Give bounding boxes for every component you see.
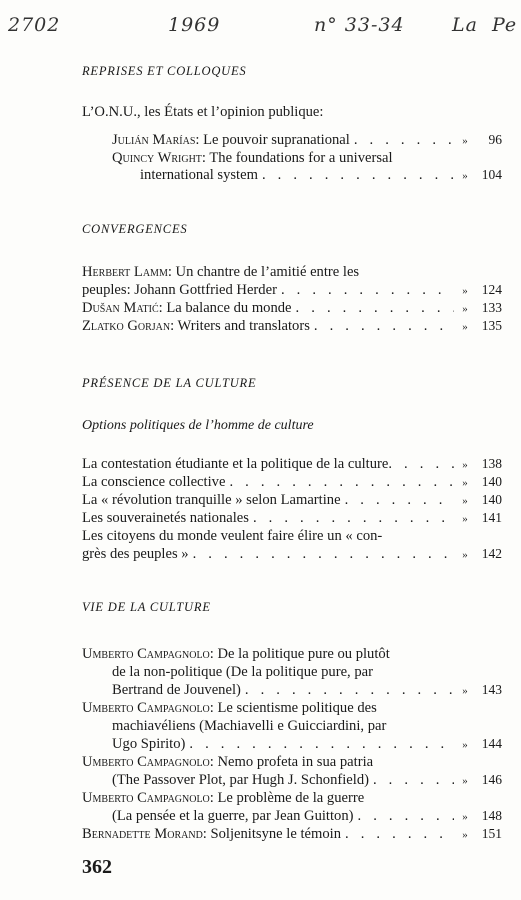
author: Quincy Wright: [112, 150, 202, 166]
handwritten-ref: 2702: [8, 14, 61, 36]
page-ref: 146: [481, 772, 502, 787]
page-ref: 138: [481, 456, 502, 471]
section-convergences: CONVERGENCES: [82, 222, 188, 236]
title: : Soljenitsyne le témoin: [202, 826, 342, 842]
author: Herbert Lamm: [82, 264, 168, 280]
handwritten-issue: n° 33-34: [314, 14, 405, 36]
entry-campagnolo-4: [82, 789, 502, 807]
title: La « révolution tranquille » selon Lamartine: [82, 492, 341, 508]
title: La contestation étudiante et la politique de la culture: [82, 456, 389, 472]
guillemet: »: [462, 685, 468, 697]
entry-souverainetes: [82, 509, 502, 528]
guillemet: »: [462, 477, 468, 489]
page-ref: 133: [481, 300, 502, 315]
section-presence: PRÉSENCE DE LA CULTURE: [82, 376, 257, 390]
entry-lamm-cont: [82, 281, 502, 300]
entry-citoyens-cont: [82, 545, 502, 564]
leader-dots: [249, 509, 454, 527]
entry-campagnolo-2-cont: machiavéliens (Machiavelli e Guicciardini, par: [112, 718, 387, 734]
entry-campagnolo-1-cont2: [112, 681, 502, 700]
leader-dots: [354, 807, 455, 825]
guillemet: »: [462, 811, 468, 823]
leader-dots: [189, 545, 454, 563]
entry-morand: [82, 825, 502, 844]
guillemet: »: [462, 775, 468, 787]
leader-dots: [185, 735, 454, 753]
author: Julián Marías: [112, 132, 196, 148]
title: La conscience collective: [82, 474, 226, 490]
handwritten-title-b: Pe: [492, 14, 518, 36]
leader-dots: [225, 473, 454, 491]
title-cont: grès des peuples »: [82, 546, 189, 562]
entry-conscience: [82, 473, 502, 492]
leader-dots: [258, 166, 454, 184]
title: : Writers and translators: [170, 318, 310, 334]
page-ref: 151: [481, 826, 502, 841]
title: : Un chantre de l’amitié entre les: [167, 264, 360, 280]
title-cont: Ugo Spirito): [112, 736, 186, 752]
title-cont: international system: [140, 167, 258, 183]
page-ref: 96: [488, 132, 502, 147]
title-cont: (The Passover Plot, par Hugh J. Schonfield): [112, 772, 369, 788]
title: Les souverainetés nationales: [82, 510, 249, 526]
page-ref: 148: [481, 808, 502, 823]
entry-onu: L’O.N.U., les États et l’opinion publique:: [82, 104, 324, 120]
page-ref: 143: [481, 682, 502, 697]
entry-matic: [82, 299, 502, 318]
page-ref: 144: [481, 736, 502, 751]
guillemet: »: [462, 739, 468, 751]
entry-marias: [112, 131, 502, 150]
author: Umberto Campagnolo: [82, 790, 210, 806]
title: : La balance du monde: [158, 300, 292, 316]
author: Umberto Campagnolo: [82, 700, 210, 716]
leader-dots: [341, 491, 454, 509]
author: Umberto Campagnolo: [82, 754, 210, 770]
entry-contest: [82, 455, 502, 474]
subsection-options: Options politiques de l’homme de culture: [82, 418, 314, 433]
guillemet: »: [462, 495, 468, 507]
guillemet: »: [462, 513, 468, 525]
title-cont: Bertrand de Jouvenel): [112, 682, 241, 698]
author: Umberto Campagnolo: [82, 646, 210, 662]
entry-campagnolo-1-cont: de la non-politique (De la politique pure, par: [112, 664, 373, 680]
page-ref: 104: [481, 167, 502, 182]
title: : De la politique pure ou plutôt: [209, 646, 390, 662]
guillemet: »: [462, 170, 468, 182]
leader-dots: [241, 681, 454, 699]
title: : The foundations for a universal: [201, 150, 393, 166]
guillemet: »: [462, 303, 468, 315]
entry-campagnolo-3: [82, 753, 502, 771]
page-number: 362: [82, 856, 112, 878]
guillemet: »: [462, 321, 468, 333]
entry-campagnolo-2-cont2: [112, 735, 502, 754]
guillemet: »: [462, 285, 468, 297]
entry-campagnolo-2: [82, 699, 502, 717]
guillemet: »: [462, 549, 468, 561]
title: : Le scientisme politique des: [209, 700, 377, 716]
entry-gorjan: [82, 317, 502, 336]
page-ref: 141: [481, 510, 502, 525]
entry-wright: [112, 149, 502, 167]
title: : Le pouvoir supranational: [195, 132, 350, 148]
entry-citoyens: Les citoyens du monde veulent faire élire un « con-: [82, 528, 383, 544]
guillemet: »: [462, 829, 468, 841]
section-vie: VIE DE LA CULTURE: [82, 600, 211, 614]
entry-lamm: [82, 263, 502, 281]
author: Dušan Matić: [82, 300, 159, 316]
handwritten-year: 1969: [168, 14, 221, 36]
entry-campagnolo-3-cont: [112, 771, 502, 790]
leader-dots: [350, 131, 454, 149]
leader-dots: [292, 299, 454, 317]
entry-wright-cont: [140, 166, 502, 185]
entry-campagnolo-4-cont: [112, 807, 502, 826]
section-reprises: REPRISES ET COLLOQUES: [82, 64, 247, 78]
page-ref: 135: [481, 318, 502, 333]
guillemet: »: [462, 135, 468, 147]
title: : Le problème de la guerre: [209, 790, 365, 806]
guillemet: »: [462, 459, 468, 471]
leader-dots: [277, 281, 454, 299]
entry-revolution: [82, 491, 502, 510]
entry-campagnolo-1: [82, 645, 502, 663]
leader-dots: [341, 825, 454, 843]
title-cont: (La pensée et la guerre, par Jean Guitton): [112, 808, 354, 824]
page-ref: 140: [481, 492, 502, 507]
page-ref: 140: [481, 474, 502, 489]
leader-dots: [310, 317, 454, 335]
page-ref: 124: [481, 282, 502, 297]
author: Zlatko Gorjan: [82, 318, 171, 334]
page-ref: 142: [481, 546, 502, 561]
leader-dots: [369, 771, 454, 789]
handwritten-title-a: La: [452, 14, 478, 36]
author: Bernadette Morand: [82, 826, 203, 842]
title: : Nemo profeta in sua patria: [209, 754, 374, 770]
title-cont: peuples: Johann Gottfried Herder: [82, 282, 277, 298]
